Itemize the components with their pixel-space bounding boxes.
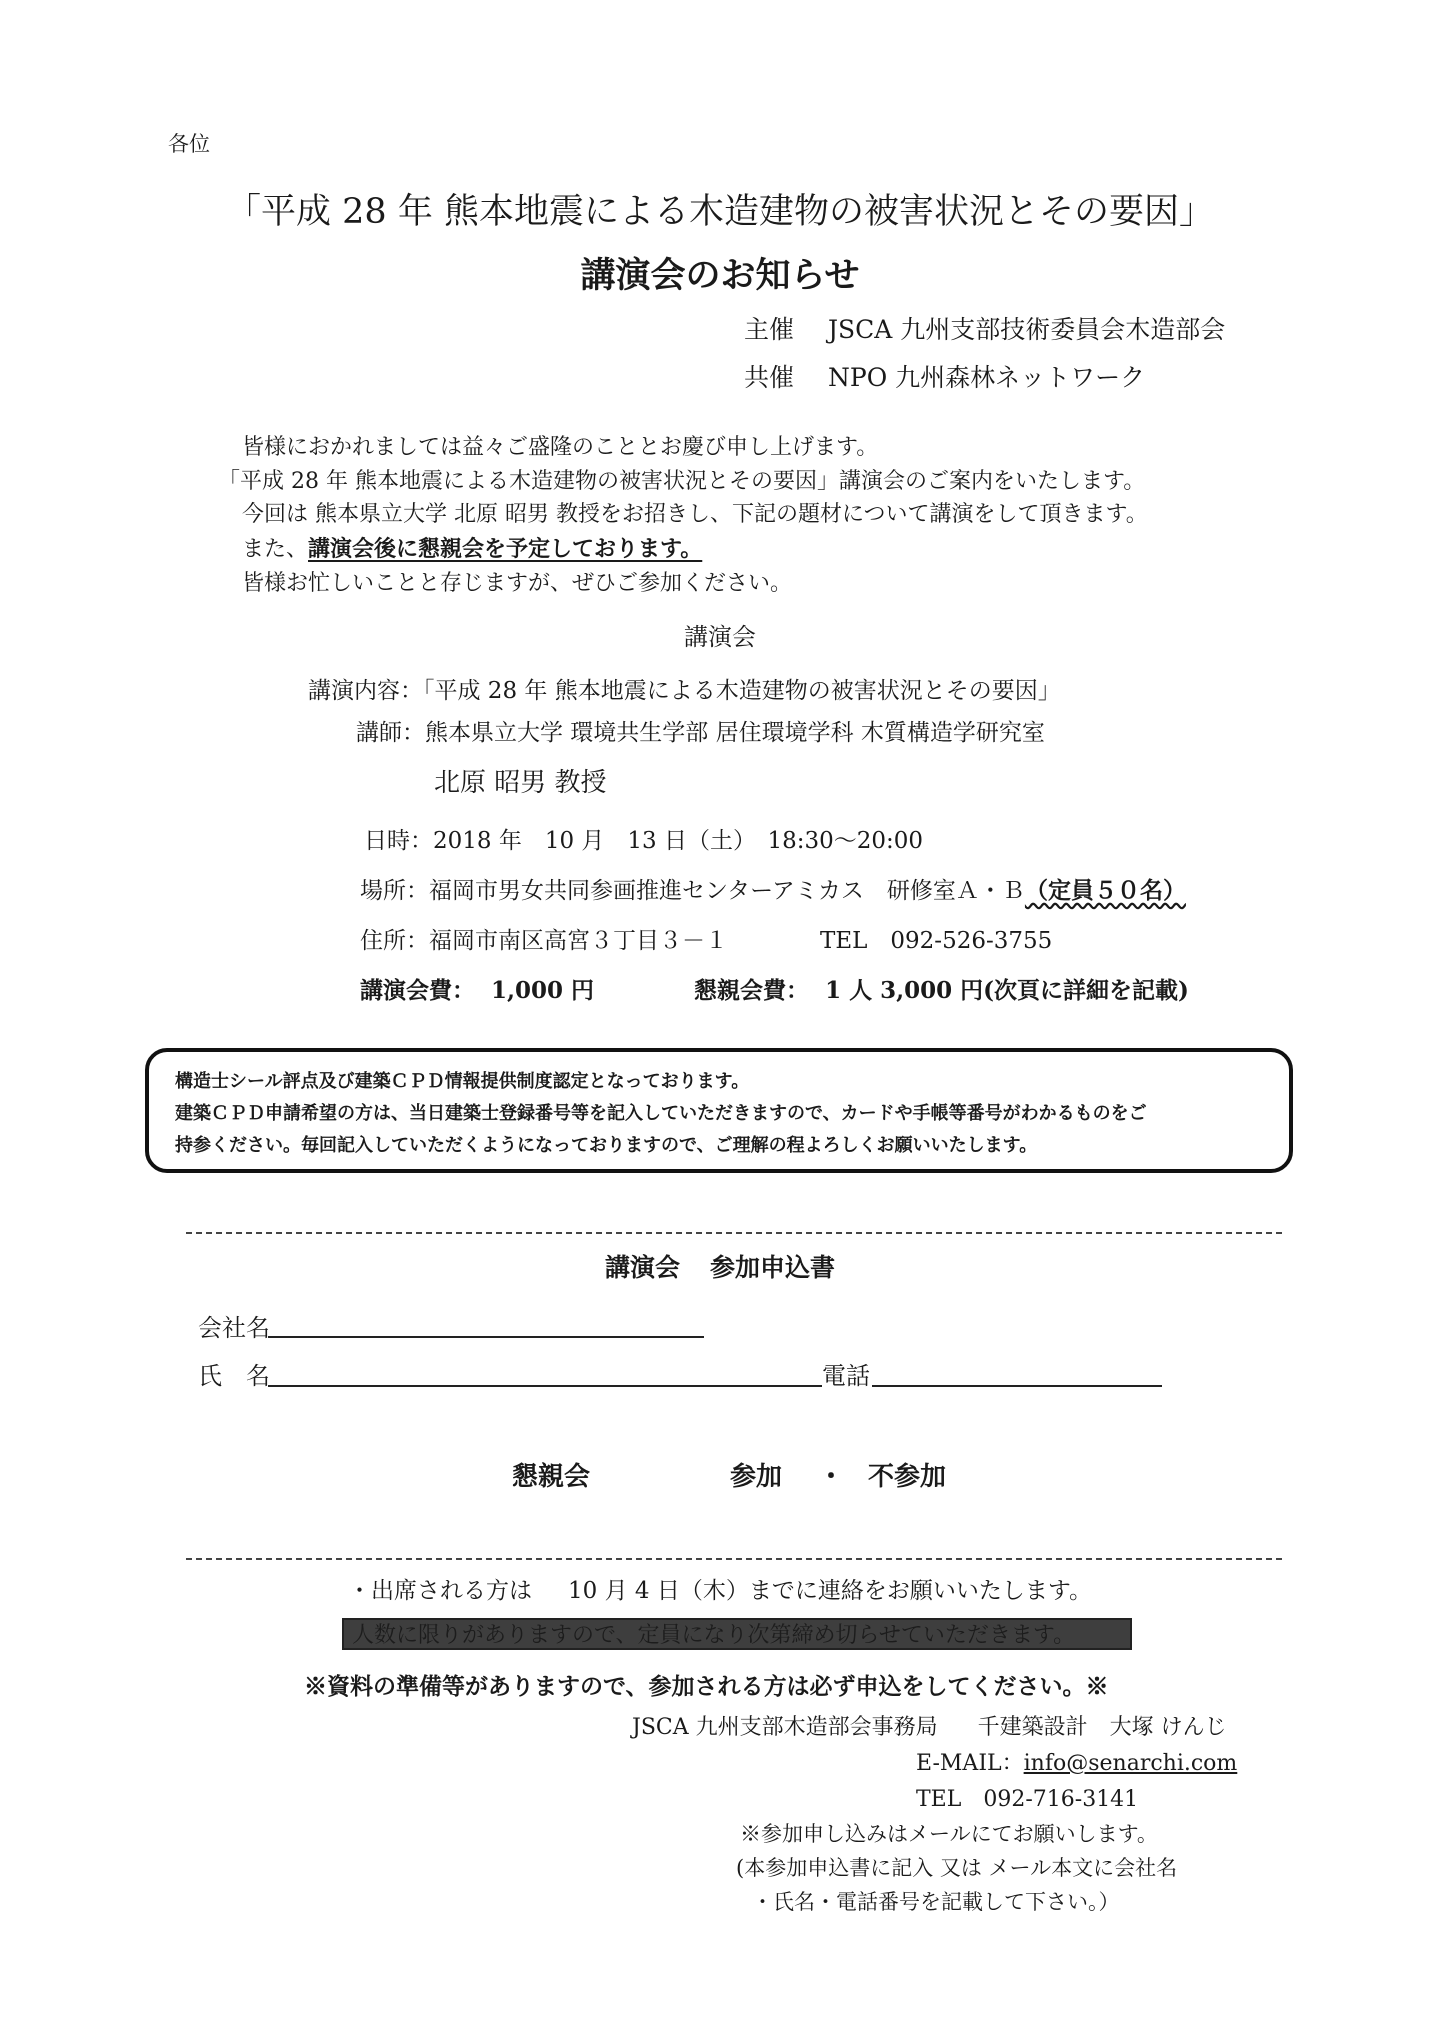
detail-lecturer-affiliation: 熊本県立大学 環境共生学部 居住環境学科 木質構造学研究室 <box>425 720 1045 746</box>
company-label: 会社名 <box>198 1314 270 1342</box>
detail-address-value: 福岡市南区高宮３丁目３－１ TEL 092-526-3755 <box>429 928 1053 954</box>
not-attend-option[interactable]: 不参加 <box>868 1462 947 1492</box>
contact-office-name: JSCA 九州支部木造部会事務局 <box>632 1715 938 1740</box>
organizer-host-name: JSCA 九州支部技術委員会木造部会 <box>828 315 1226 344</box>
phone-field[interactable] <box>872 1385 1162 1387</box>
contact-email-label: E-MAIL： <box>916 1751 1024 1776</box>
fee-lecture-value: 1,000 円 <box>491 977 595 1004</box>
cut-line-top <box>186 1232 1282 1234</box>
detail-venue-value: 福岡市男女共同参画推進センターアミカス 研修室Ａ・Ｂ <box>429 878 1025 904</box>
intro-line-4-prefix: また、 <box>242 537 309 562</box>
name-label: 氏 名 <box>198 1362 270 1390</box>
cpd-notice-box <box>145 1048 1293 1173</box>
cpd-notice-line-3: 持参ください。毎回記入していただくようになっておりますので、ご理解の程よろしくお願いいたします。 <box>175 1135 1038 1156</box>
detail-address-label: 住所： <box>360 928 429 954</box>
capacity-banner: 人数に限りがありますので、定員になり次第締め切らせていただきます。 <box>342 1618 1132 1650</box>
detail-venue-label: 場所： <box>360 878 429 904</box>
intro-line-3: 今回は 熊本県立大学 北原 昭男 教授をお招きし、下記の題材について講演をして頂きます。 <box>242 502 1148 527</box>
contact-note-1: ※参加申し込みはメールにてお願いします。 <box>740 1822 1158 1846</box>
form-title-a: 講演会 <box>604 1253 680 1282</box>
detail-datetime <box>364 822 923 855</box>
organizer-cohost-name: NPO 九州森林ネットワーク <box>828 363 1146 392</box>
cut-line-bottom <box>186 1558 1282 1560</box>
detail-venue <box>360 872 1186 905</box>
contact-note-3: ・氏名・電話番号を記載して下さい。） <box>752 1890 1120 1914</box>
contact-email <box>916 1746 1237 1777</box>
detail-content-label: 講演内容： <box>308 678 423 704</box>
organizer-host <box>744 310 1225 346</box>
detail-address <box>360 922 1052 955</box>
fee-lecture-label: 講演会費： <box>360 977 475 1004</box>
detail-content <box>308 672 1061 705</box>
fee-party-value: 1 人 3,000 円(次頁に詳細を記載) <box>825 977 1189 1004</box>
intro-line-5: 皆様お忙しいことと存じますが、ぜひご参加ください。 <box>242 571 793 596</box>
contact-email-link[interactable]: info@senarchi.com <box>1023 1751 1238 1776</box>
intro-line-4 <box>242 532 702 563</box>
attend-option[interactable]: 参加 <box>730 1462 783 1492</box>
application-note: ※資料の準備等がありますので、参加される方は必ず申込をしてください。※ <box>304 1673 1109 1700</box>
detail-content-value: 「平成 28 年 熊本地震による木造建物の被害状況とその要因」 <box>423 678 1061 704</box>
company-field[interactable] <box>268 1336 704 1338</box>
organizer-cohost <box>744 358 1145 394</box>
cpd-notice-line-2: 建築ＣＰＤ申請希望の方は、当日建築士登録番号等を記入していただきますので、カードや手帳等番号がわかるものをご <box>175 1103 1147 1124</box>
section-title: 講演会 <box>684 623 756 651</box>
intro-line-1: 皆様におかれましては益々ご盛隆のこととお慶び申し上げます。 <box>242 435 879 460</box>
detail-datetime-label: 日時： <box>364 828 433 854</box>
document-title: 「平成 28 年 熊本地震による木造建物の被害状況とその要因」 <box>226 192 1214 232</box>
deadline-date: 10 月 4 日（木）までに連絡をお願いいたします。 <box>568 1578 1092 1604</box>
intro-line-2: 「平成 28 年 熊本地震による木造建物の被害状況とその要因」講演会のご案内をいたします。 <box>218 469 1146 494</box>
option-separator: ・ <box>818 1462 845 1492</box>
form-title-b: 参加申込書 <box>710 1253 836 1282</box>
form-title <box>0 1248 1440 1284</box>
detail-datetime-value: 2018 年 10 月 13 日（土） 18:30～20:00 <box>433 828 924 854</box>
contact-note-2: (本参加申込書に記入 又は メール本文に会社名 <box>736 1856 1178 1880</box>
contact-tel: TEL 092-716-3141 <box>916 1787 1139 1812</box>
contact-person: 千建築設計 大塚 けんじ <box>977 1715 1227 1740</box>
contact-office <box>632 1710 1227 1741</box>
party-label: 懇親会 <box>512 1462 591 1492</box>
addressee: 各位 <box>168 132 210 156</box>
organizer-cohost-label: 共催 <box>744 363 795 392</box>
detail-lecturer <box>356 714 1045 747</box>
name-field[interactable] <box>268 1385 822 1387</box>
detail-lecturer-label: 講師： <box>356 720 425 746</box>
fee-party-label: 懇親会費： <box>694 977 810 1004</box>
detail-venue-capacity: （定員５０名） <box>1024 877 1186 904</box>
organizer-host-label: 主催 <box>744 315 795 344</box>
deadline-prefix: ・出席される方は <box>348 1578 532 1604</box>
detail-fees <box>360 972 1189 1005</box>
deadline-notice <box>348 1572 1092 1605</box>
cpd-notice-line-1: 構造士シール評点及び建築ＣＰＤ情報提供制度認定となっております。 <box>175 1071 750 1092</box>
party-announcement: 講演会後に懇親会を予定しております。 <box>308 536 703 562</box>
phone-label: 電話 <box>822 1362 870 1390</box>
document-subtitle: 講演会のお知らせ <box>580 255 860 296</box>
detail-lecturer-name: 北原 昭男 教授 <box>434 768 607 798</box>
